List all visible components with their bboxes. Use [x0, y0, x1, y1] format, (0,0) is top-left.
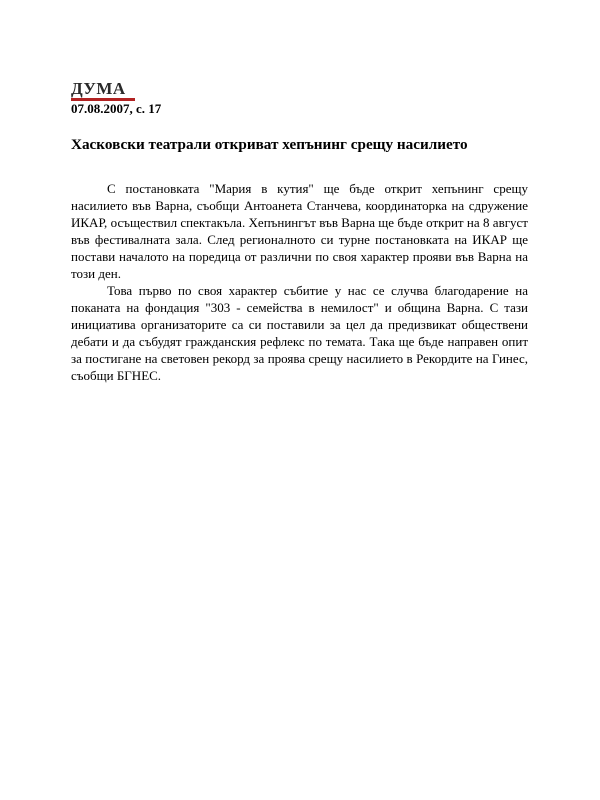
article-headline: Хасковски театрали откриват хепънинг срещу насилието: [71, 136, 468, 153]
article-paragraph-2: Това първо по своя характер събитие у нас се случва благодарение на поканата на фондация "303 - семейства в немилост" и община Варна. С тази инициатива организаторите са си поставили за цел да предизвикат обществени дебати и да събудят гражданския рефлекс по темата. Така ще бъде направен опит за постигане на световен рекорд за проява срещу насилието в Рекордите на Гинес, съобщи БГНЕС.: [71, 283, 528, 383]
dateline: 07.08.2007, с. 17: [71, 101, 162, 116]
article-body: [71, 180, 528, 384]
article-paragraph-1: С постановката "Мария в кутия" ще бъде открит хепънинг срещу насилието във Варна, съобщи Антоанета Станчева, координаторка на сдружение ИКАР, осъществил спектакъла. Хепънингът във Варна ще бъде открит на 8 август във фестивалната зала. След регионалното си турне постановката на ИКАР ще постави началото на поредица от различни по своя характер прояви във Варна на този ден.: [71, 181, 528, 281]
newspaper-logo-text: ДУМА: [71, 79, 126, 98]
newspaper-logo: [71, 81, 135, 101]
